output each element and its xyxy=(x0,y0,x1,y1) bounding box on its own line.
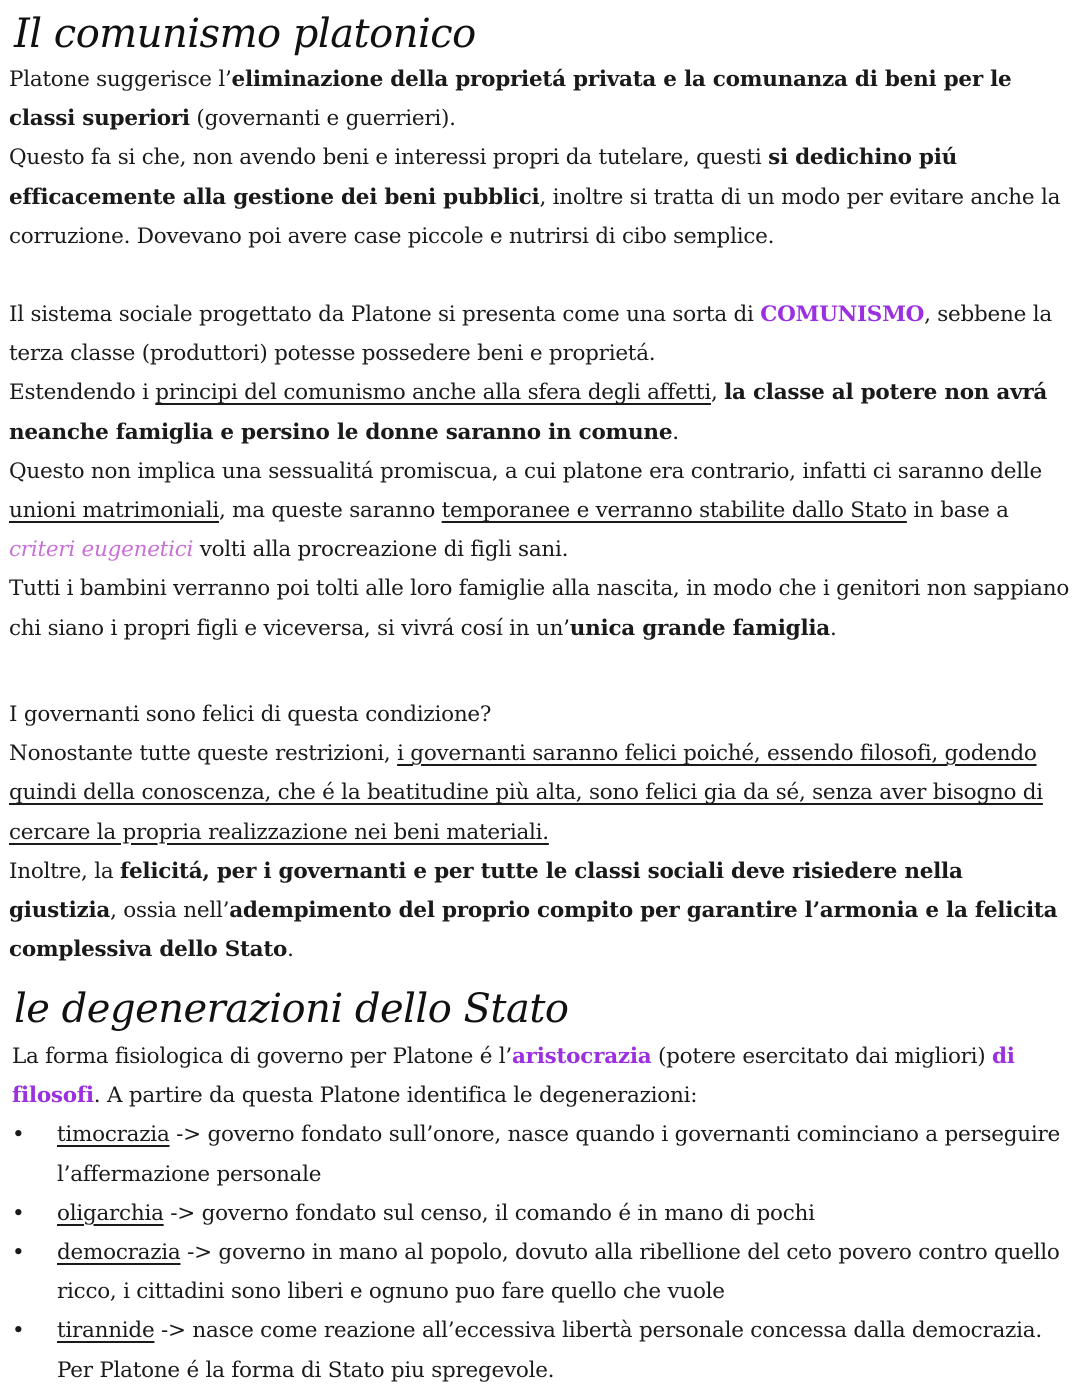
list-item-tirannide: • tirannide -> nasce come reazione all’eccessiva libertà personale concessa dalla democrazia. Per Platone é la forma di Stato piu spregevole. xyxy=(12,1311,1074,1389)
paragraph-felicita-filosofi: Nonostante tutte queste restrizioni, i governanti saranno felici poiché, essendo filosofi, godendo quindi della conoscenza, che é la beatitudine più alta, sono felici gia da sé, senza aver bisogno di cercare la propria realizzazione nei beni materiali. xyxy=(9,741,1043,845)
paragraph-aristocrazia: La forma fisiologica di governo per Platone é l’aristocrazia (potere esercitato dai migliori) di filosofi. A partire da questa Platone identifica le degenerazioni: xyxy=(12,1044,1015,1109)
underline-principi: principi del comunismo anche alla sfera degli affetti xyxy=(155,380,711,406)
underline-unioni: unioni matrimoniali xyxy=(9,498,219,524)
bold-felicita: felicitá, per i governanti e per tutte le classi sociali deve risiedere nella giustizia xyxy=(9,858,963,924)
highlight-eugenetici: criteri eugenetici xyxy=(9,537,194,563)
term-tirannide: tirannide xyxy=(57,1318,155,1344)
bold-classe-al-potere: la classe al potere non avrá neanche famiglia e persino le donne saranno in comune xyxy=(9,380,1048,445)
underline-governanti-felici: i governanti saranno felici poiché, essendo filosofi, godendo quindi della conoscenza, che é la beatitudine più alta, sono felici gia da sé, senza aver bisogno di cercare la propria realizzazione nei beni materiali. xyxy=(9,741,1043,845)
term-democrazia: democrazia xyxy=(57,1240,181,1266)
paragraph-sistema-sociale: Il sistema sociale progettato da Platone si presenta come una sorta di COMUNISMO, sebbene la terza classe (produttori) potesse possedere beni e proprietá. xyxy=(9,302,1052,367)
bullet-icon: • xyxy=(12,1318,25,1344)
section-comunismo-block-3 xyxy=(9,695,1071,969)
paragraph-beni-pubblici: Questo fa si che, non avendo beni e interessi propri da tutelare, questi si dedichino piú efficacemente alla gestione dei beni pubblici, inoltre si tratta di un modo per evitare anche la corruzione. Dovevano poi avere case piccole e nutrirsi di cibo semplice. xyxy=(9,145,1061,249)
section-title-degenerazioni: le degenerazioni dello Stato xyxy=(14,986,569,1032)
section-comunismo-block-1 xyxy=(9,60,1071,256)
paragraph-giustizia: Inoltre, la felicitá, per i governanti e per tutte le classi sociali deve risiedere nella giustizia, ossia nell’adempimento del proprio compito per garantire l’armonia e la felicita complessiva dello Stato. xyxy=(9,858,1058,963)
paragraph-affetti: Estendendo i principi del comunismo anche alla sfera degli affetti, la classe al potere non avrá neanche famiglia e persino le donne saranno in comune. xyxy=(9,380,1048,445)
list-item-oligarchia: • oligarchia -> governo fondato sul censo, il comando é in mano di pochi xyxy=(12,1194,1074,1233)
bold-dedichino: si dedichino piú efficacemente alla gestione dei beni pubblici xyxy=(9,145,957,210)
bullet-icon: • xyxy=(12,1122,25,1148)
term-oligarchia: oligarchia xyxy=(57,1200,164,1226)
section-title-comunismo: Il comunismo platonico xyxy=(14,11,476,57)
highlight-filosofi: di filosofi xyxy=(12,1044,1015,1109)
paragraph-proprieta: Platone suggerisce l’eliminazione della proprietá privata e la comunanza di beni per le classi superiori (governanti e guerrieri). xyxy=(9,67,1012,132)
term-timocrazia: timocrazia xyxy=(57,1122,170,1148)
highlight-aristocrazia: aristocrazia xyxy=(511,1044,652,1069)
section-degenerazioni-block xyxy=(12,1037,1074,1390)
degenerazioni-list xyxy=(12,1115,1074,1389)
paragraph-bambini: Tutti i bambini verranno poi tolti alle loro famiglie alla nascita, in modo che i genitori non sappiano chi siano i propri figli e viceversa, si vivrá cosí in un’unica grande famiglia. xyxy=(9,576,1070,641)
underline-temporanee: temporanee e verranno stabilite dallo Stato xyxy=(441,498,907,524)
bullet-icon: • xyxy=(12,1240,25,1266)
list-item-timocrazia: • timocrazia -> governo fondato sull’onore, nasce quando i governanti cominciano a perseguire l’affermazione personale xyxy=(12,1115,1074,1193)
section-comunismo-block-2 xyxy=(9,295,1071,648)
bold-unica-famiglia: unica grande famiglia xyxy=(569,615,830,641)
bold-adempimento: adempimento del proprio compito per garantire l’armonia e la felicita complessiva dello Stato xyxy=(9,898,1058,963)
list-item-democrazia: • democrazia -> governo in mano al popolo, dovuto alla ribellione del ceto povero contro quello ricco, i cittadini sono liberi e ognuno puo fare quello che vuole xyxy=(12,1233,1074,1311)
paragraph-domanda: I governanti sono felici di questa condizione? xyxy=(9,702,492,727)
bullet-icon: • xyxy=(12,1200,25,1226)
highlight-comunismo: COMUNISMO xyxy=(760,302,925,327)
paragraph-unioni: Questo non implica una sessualitá promiscua, a cui platone era contrario, infatti ci saranno delle unioni matrimoniali, ma queste saranno temporanee e verranno stabilite dallo Stato in base a criteri eugenetici volti alla procreazione di figli sani. xyxy=(9,458,1042,563)
bold-eliminazione: eliminazione della proprietá privata e la comunanza di beni per le classi superiori xyxy=(9,67,1012,132)
